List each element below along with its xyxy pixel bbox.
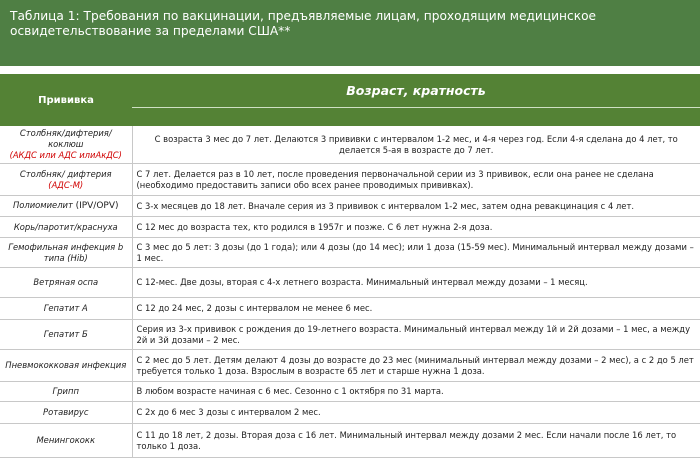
table-row <box>0 126 700 164</box>
vaccine-name: Ветряная оспа <box>0 268 132 298</box>
table-row <box>0 424 700 458</box>
header-age: Возраст, кратность <box>132 74 700 108</box>
vaccine-name: Ротавирус <box>0 402 132 424</box>
vaccine-name: Гепатит А <box>0 298 132 320</box>
vaccination-table <box>0 74 700 458</box>
vaccine-schedule: С 12 мес до возраста тех, кто родился в 1957г и позже. С 6 лет нужна 2-я доза. <box>132 217 700 238</box>
vaccine-schedule: С 12 до 24 мес, 2 дозы с интервалом не менее 6 мес. <box>132 298 700 320</box>
vaccine-note: (АДС-М) <box>48 179 84 190</box>
table-row <box>0 350 700 382</box>
vaccine-schedule: С 2х до 6 мес 3 дозы с интервалом 2 мес. <box>132 402 700 424</box>
vaccine-name: Пневмококковая инфекция <box>0 350 132 382</box>
table-row <box>0 268 700 298</box>
vaccine-schedule: С 3-х месяцев до 18 лет. Вначале серия из 3 прививок с интервалом 1-2 мес, затем одна ревакцинация с 4 лет. <box>132 196 700 217</box>
vaccine-name-extra: (IPV/OPV) <box>75 201 119 211</box>
vaccine-name <box>0 196 132 217</box>
vaccine-schedule: С 12-мес. Две дозы, вторая с 4-х летнего возраста. Минимальный интервал между дозами – 1 месяц. <box>132 268 700 298</box>
vaccine-name: Корь/паротит/краснуха <box>0 217 132 238</box>
title-bar <box>0 0 700 66</box>
vaccine-name-text: Столбняк/дифтерия/коклюш <box>19 128 112 149</box>
table-row <box>0 298 700 320</box>
header-vaccine: Прививка <box>0 74 132 126</box>
vaccine-schedule: С 3 мес до 5 лет: 3 дозы (до 1 года); или 4 дозы (до 14 мес); или 1 доза (15-59 мес). Минимальный интервал между дозами – 1 мес. <box>132 238 700 268</box>
header-spacer <box>132 108 700 127</box>
vaccine-note: (АКДС или АДС илиАкДС) <box>9 150 122 160</box>
table-row <box>0 382 700 402</box>
vaccine-name: Гепатит Б <box>0 320 132 350</box>
table-title: Таблица 1: Требования по вакцинации, предъявляемые лицам, проходящим медицинское освидетельствование за пределами США** <box>10 9 597 38</box>
vaccine-name: Грипп <box>0 382 132 402</box>
vaccine-name <box>0 164 132 196</box>
spacer <box>0 66 700 74</box>
vaccine-name-text: Столбняк/ дифтерия <box>19 168 112 179</box>
table-row <box>0 320 700 350</box>
vaccine-schedule: С 7 лет. Делается раз в 10 лет, после проведения первоначальной серии из 3 прививок, если она ранее не сделана (необходимо предоставить записи обо всех ранее проводимых прививках). <box>132 164 700 196</box>
vaccine-schedule: С 11 до 18 лет, 2 дозы. Вторая доза с 16 лет. Минимальный интервал между дозами 2 мес. Если начали после 16 лет, то только 1 доза. <box>132 424 700 458</box>
vaccine-name: Гемофильная инфекция b типа (Hib) <box>0 238 132 268</box>
table-row <box>0 217 700 238</box>
vaccine-schedule: С возраста 3 мес до 7 лет. Делаются 3 прививки с интервалом 1-2 мес, и 4-я через год. Если 4-я сделана до 4 лет, то делается 5-ая в возрасте до 7 лет. <box>132 126 700 164</box>
vaccine-schedule: В любом возрасте начиная с 6 мес. Сезонно с 1 октября по 31 марта. <box>132 382 700 402</box>
table-row <box>0 196 700 217</box>
table-row <box>0 238 700 268</box>
vaccine-schedule: Серия из 3-х прививок с рождения до 19-летнего возраста. Минимальный интервал между 1й и 2й дозами – 1 мес, а между 2й и 3й дозами – 2 мес. <box>132 320 700 350</box>
vaccine-schedule: С 2 мес до 5 лет. Детям делают 4 дозы до возрасте до 23 мес (минимальный интервал между дозами – 2 мес), а с 2 до 5 лет требуется только 1 доза. Взрослым в возрасте 65 лет и старше нужна 1 доза. <box>132 350 700 382</box>
vaccine-name: Менингококк <box>0 424 132 458</box>
table-row <box>0 402 700 424</box>
vaccine-name <box>0 126 132 164</box>
vaccine-name-text: Полиомиелит <box>12 200 73 210</box>
table-row <box>0 164 700 196</box>
